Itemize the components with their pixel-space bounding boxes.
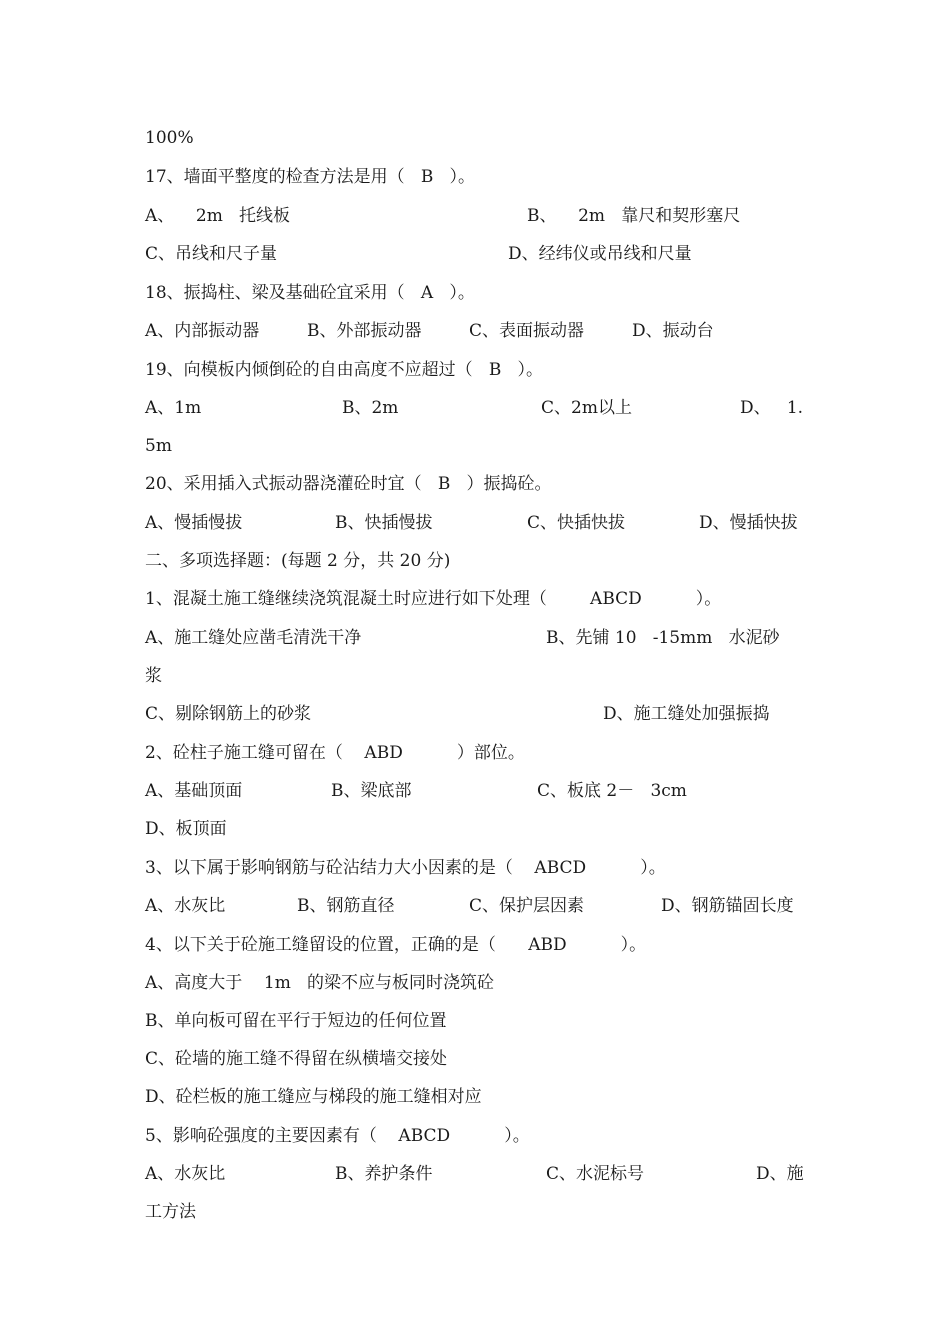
option-b-continued: 浆 [145,666,162,686]
option-d: D、振动台 [632,321,714,341]
options-line [0,241,950,267]
options-line [0,625,950,651]
option-d: D、板顶面 [145,819,227,839]
text-line [0,125,950,151]
text-line [0,1199,950,1225]
options-line [0,893,950,919]
option-c: C、水泥标号 [546,1164,645,1184]
option-line [0,1008,950,1034]
option-line [0,1046,950,1072]
option-b: B、先铺 10 -15mm 水泥砂 [546,628,780,648]
option-line [0,1084,950,1110]
option-a: A、内部振动器 [145,321,260,341]
option-c: C、2m以上 [541,398,632,418]
text-line [0,433,950,459]
option-a: A、慢插慢拔 [145,513,243,533]
option-b: B、养护条件 [335,1164,433,1184]
option-c: C、砼墙的施工缝不得留在纵横墙交接处 [145,1049,448,1069]
question-text: 4、以下关于砼施工缝留设的位置，正确的是（ ABD ）。 [145,935,647,955]
question-20 [0,471,950,497]
question-m5 [0,1123,950,1149]
question-text: 5、影响砼强度的主要因素有（ ABCD ）。 [145,1126,530,1146]
question-text: 18、振捣柱、梁及基础砼宜采用（ A ）。 [145,283,475,303]
question-text: 20、采用插入式振动器浇灌砼时宜（ B ）振捣砼。 [145,474,552,494]
option-line [0,970,950,996]
option-d-continued: 5m [145,436,172,456]
option-d: D、施工缝处加强振捣 [603,704,770,724]
question-text: 3、以下属于影响钢筋与砼沾结力大小因素的是（ ABCD ）。 [145,858,666,878]
option-b: B、 2m 靠尺和契形塞尺 [527,206,741,226]
option-b: B、钢筋直径 [297,896,395,916]
text-line [0,663,950,689]
question-m1 [0,586,950,612]
option-b: B、梁底部 [331,781,412,801]
question-m2 [0,740,950,766]
option-d: D、慢插快拔 [699,513,798,533]
options-line [0,816,950,842]
option-c: C、保护层因素 [469,896,585,916]
text-segment: 100% [145,128,194,148]
option-a: A、施工缝处应凿毛清洗干净 [145,628,362,648]
options-line [0,701,950,727]
option-a: A、1m [145,398,202,418]
question-18 [0,280,950,306]
question-17 [0,164,950,190]
question-19 [0,357,950,383]
option-b: B、单向板可留在平行于短边的任何位置 [145,1011,447,1031]
section-title: 二、多项选择题：(每题 2 分，共 20 分) [145,551,451,571]
question-text: 2、砼柱子施工缝可留在（ ABD ）部位。 [145,743,525,763]
option-d: D、钢筋锚固长度 [661,896,794,916]
option-b: B、外部振动器 [307,321,422,341]
option-b: B、快插慢拔 [335,513,433,533]
option-d: D、 1. [740,398,804,418]
option-c: C、快插快拔 [527,513,626,533]
options-line [0,395,950,421]
option-a: A、 2m 托线板 [145,206,291,226]
option-d: D、经纬仪或吊线和尺量 [508,244,692,264]
question-text: 1、混凝土施工缝继续浇筑混凝土时应进行如下处理（ ABCD ）。 [145,589,722,609]
question-m4 [0,932,950,958]
option-c: C、板底 2－ 3cm [537,781,687,801]
question-text: 17、墙面平整度的检查方法是用（ B ）。 [145,167,476,187]
question-text: 19、向模板内倾倒砼的自由高度不应超过（ B ）。 [145,360,544,380]
option-a: A、高度大于 1m 的梁不应与板同时浇筑砼 [145,973,495,993]
section-heading [0,548,950,574]
options-line [0,778,950,804]
question-m3 [0,855,950,881]
option-d: D、施 [756,1164,804,1184]
option-c: C、剔除钢筋上的砂浆 [145,704,312,724]
option-c: C、吊线和尺子量 [145,244,278,264]
option-a: A、水灰比 [145,1164,226,1184]
option-c: C、表面振动器 [469,321,585,341]
option-d-continued: 工方法 [145,1202,196,1222]
options-line [0,1161,950,1187]
options-line [0,203,950,229]
option-b: B、2m [342,398,399,418]
option-d: D、砼栏板的施工缝应与梯段的施工缝相对应 [145,1087,482,1107]
option-a: A、基础顶面 [145,781,243,801]
options-line [0,318,950,344]
options-line [0,510,950,536]
option-a: A、水灰比 [145,896,226,916]
